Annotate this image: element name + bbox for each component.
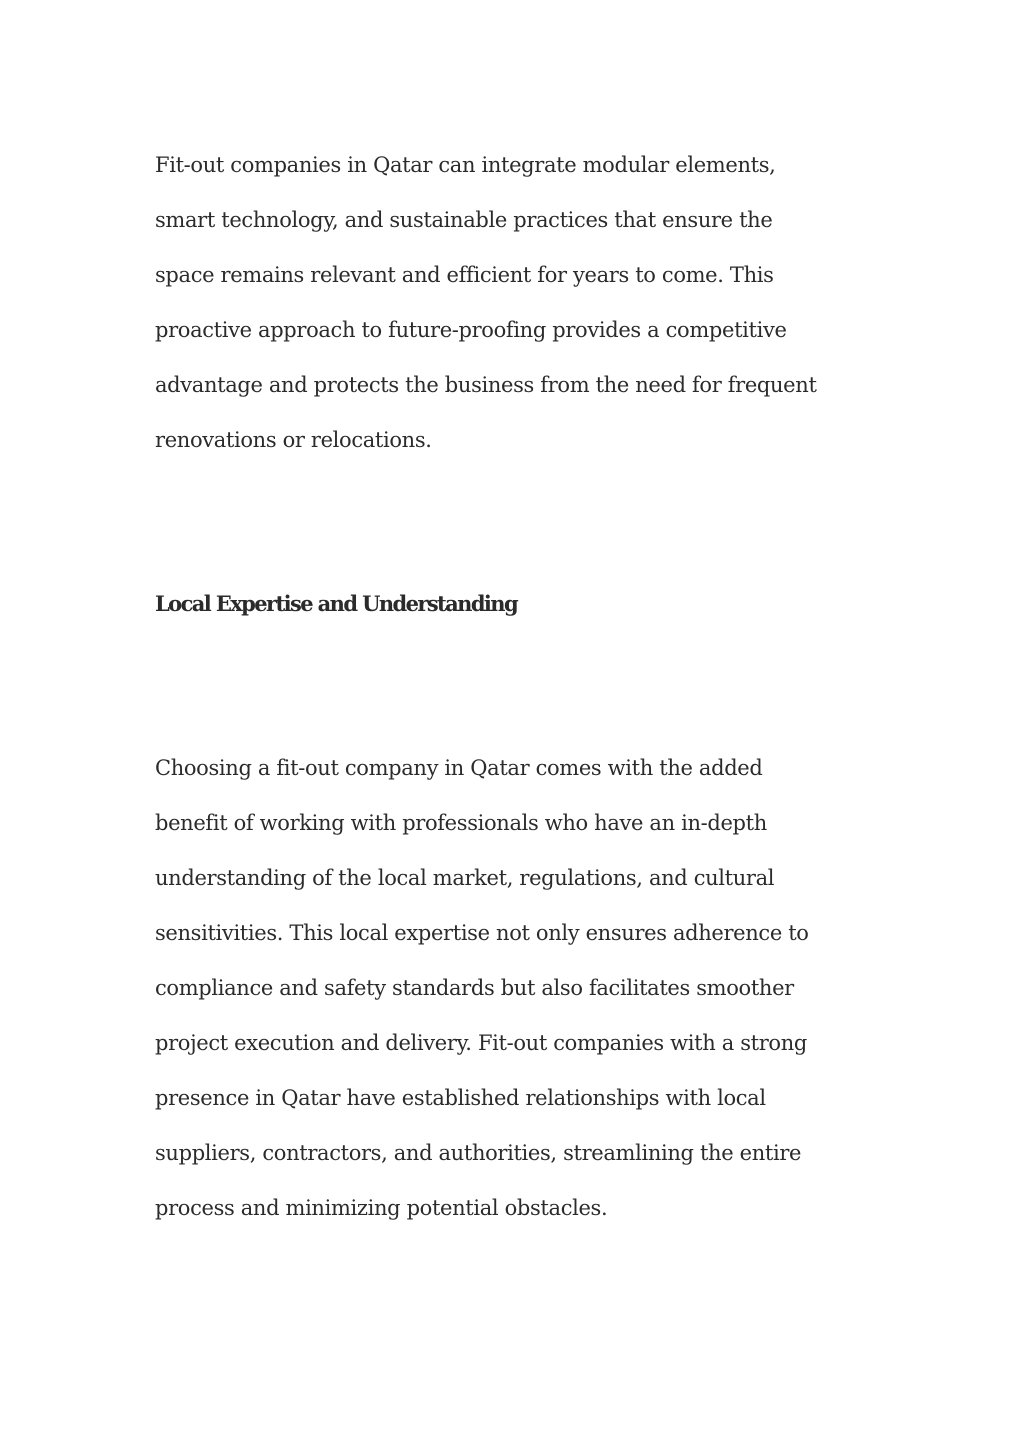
paragraph-line: sensitivities. This local expertise not only ensures adherence to bbox=[155, 921, 809, 945]
paragraph-line: presence in Qatar have established relationships with local bbox=[155, 1086, 766, 1110]
paragraph-line: smart technology, and sustainable practices that ensure the bbox=[155, 208, 773, 232]
paragraph-line: understanding of the local market, regulations, and cultural bbox=[155, 866, 775, 890]
paragraph-line: space remains relevant and efficient for years to come. This bbox=[155, 263, 774, 287]
paragraph-line: suppliers, contractors, and authorities, streamlining the entire bbox=[155, 1141, 802, 1165]
paragraph-line: benefit of working with professionals who have an in-depth bbox=[155, 811, 767, 835]
paragraph-line: proactive approach to future-proofing provides a competitive bbox=[155, 318, 787, 342]
paragraph-line: advantage and protects the business from the need for frequent bbox=[155, 373, 817, 397]
paragraph-line: project execution and delivery. Fit-out companies with a strong bbox=[155, 1031, 807, 1055]
section-heading: Local Expertise and Understanding bbox=[155, 591, 518, 616]
paragraph-line: process and minimizing potential obstacles. bbox=[155, 1196, 608, 1220]
paragraph-line: Choosing a fit-out company in Qatar comes with the added bbox=[155, 756, 763, 780]
paragraph-line: compliance and safety standards but also facilitates smoother bbox=[155, 976, 794, 1000]
paragraph-line: renovations or relocations. bbox=[155, 428, 432, 452]
paragraph-line: Fit-out companies in Qatar can integrate modular elements, bbox=[155, 153, 776, 177]
